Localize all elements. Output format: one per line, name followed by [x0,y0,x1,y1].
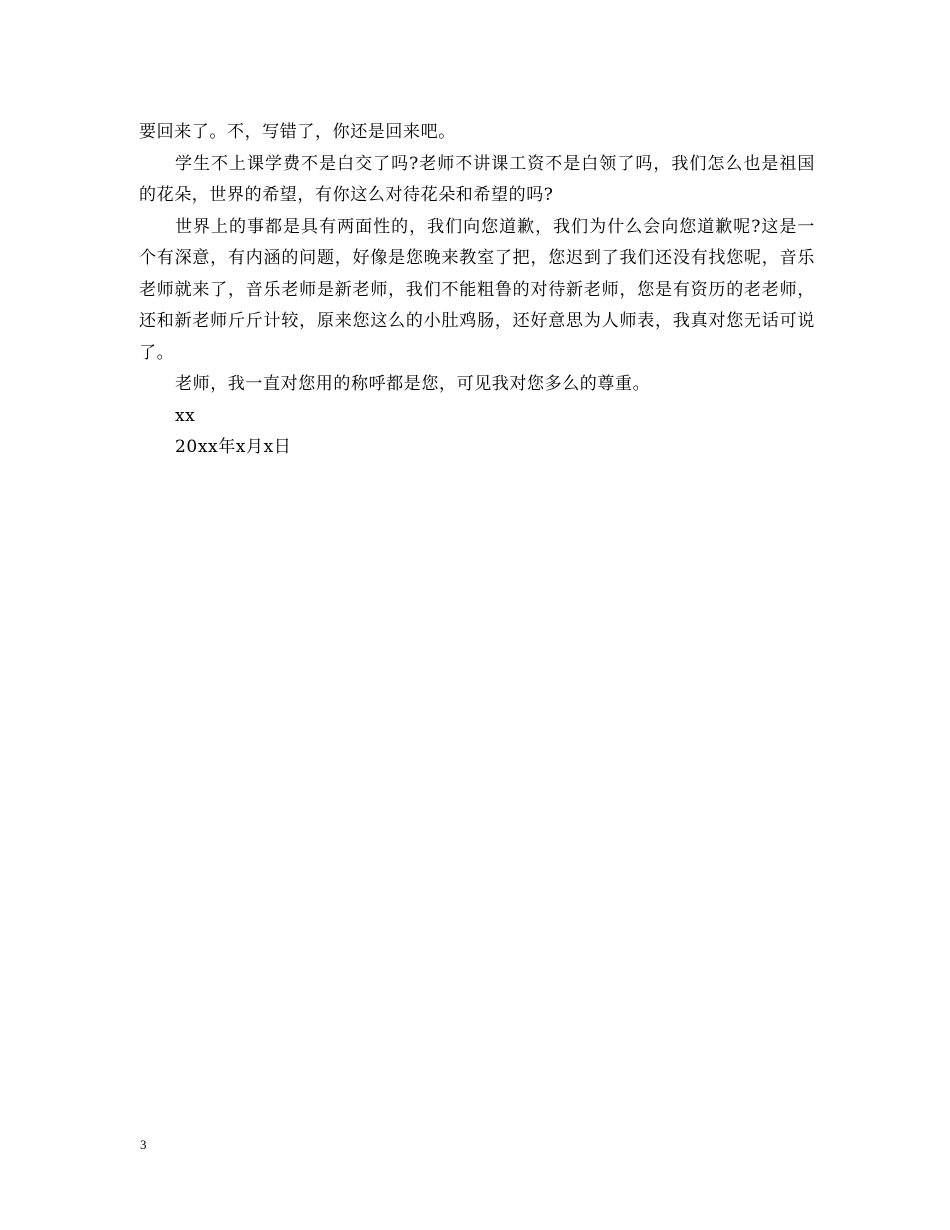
paragraph-apology: 世界上的事都是具有两面性的，我们向您道歉，我们为什么会向您道歉呢?这是一个有深意，有内涵的问题，好像是您晚来教室了把，您迟到了我们还没有找您呢，音乐老师就来了，音乐老师是新老师，我们不能粗鲁的对待新老师，您是有资历的老老师，还和新老师斤斤计较，原来您这么的小肚鸡肠，还好意思为人师表，我真对您无话可说了。 [139,216,815,363]
page-number: 3 [140,1137,147,1152]
paragraph-tuition: 学生不上课学费不是白交了吗?老师不讲课工资不是白领了吗，我们怎么也是祖国的花朵，世界的希望，有你这么对待花朵和希望的吗? [139,153,815,205]
signature: xx [175,405,196,426]
paragraph-continuation: 要回来了。不，写错了，你还是回来吧。 [139,122,456,142]
letter-body [139,117,815,464]
letter-date: 20xx年x月x日 [175,437,292,457]
paragraph-respect: 老师，我一直对您用的称呼都是您，可见我对您多么的尊重。 [175,374,651,394]
